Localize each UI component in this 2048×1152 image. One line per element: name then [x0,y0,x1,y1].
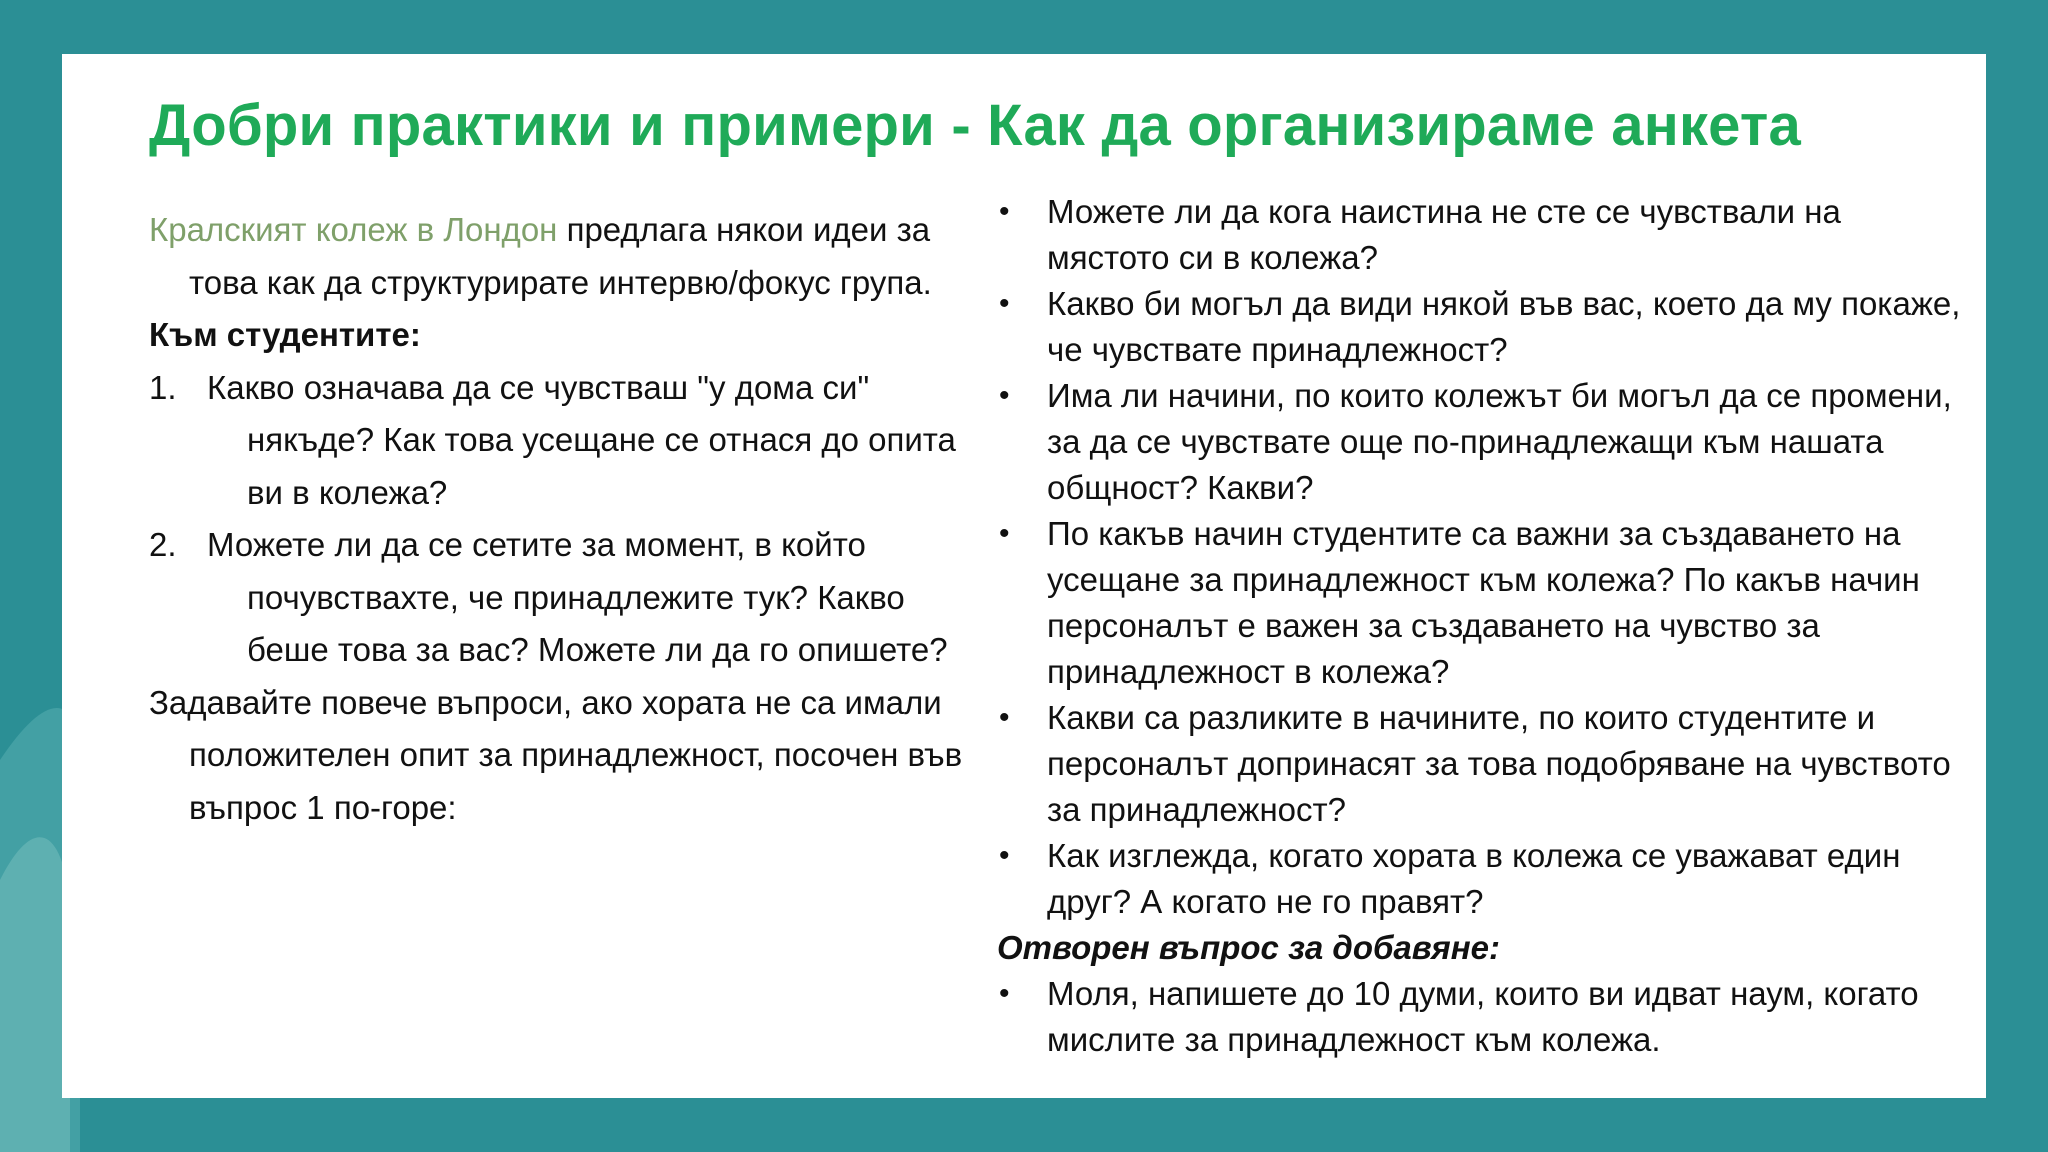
question-text: Можете ли да се сетите за момент, в който почувствахте, че принадлежите тук? Какво беше това за вас? Можете ли да го опишете? [207,526,948,668]
bullet-text: Как изглежда, когато хората в колежа се уважават един друг? А когато не го правят? [1047,837,1901,920]
open-question-heading: Отворен въпрос за добавяне: [997,929,1500,966]
slide-content [62,54,1986,1098]
students-heading: Към студентите: [149,316,421,353]
bullet-icon: • [999,517,1010,550]
numbered-question [149,519,979,677]
intro-paragraph [149,204,979,309]
bullet-item [997,373,1967,511]
kings-college-link[interactable]: Кралският колеж в Лондон [149,211,558,248]
bullet-icon: • [999,195,1010,228]
bullet-item [997,281,1967,373]
bullet-text: Има ли начини, по които колежът би могъл да се промени, за да се чувствате още по-принадлежащи към нашата общност? Какви? [1047,377,1952,506]
bullet-text: Какви са разликите в начините, по които студентите и персоналът допринасят за това подобряване на чувството за принадлежност? [1047,699,1951,828]
follow-up-text: Задавайте повече въпроси, ако хората не са имали положителен опит за принадлежност, посочен във въпрос 1 по-горе: [149,683,963,826]
right-column [997,189,1967,1063]
bullet-item [997,189,1967,281]
numbered-question [149,362,979,520]
bullet-item [997,833,1967,925]
bullet-icon: • [999,287,1010,320]
left-column [149,204,979,834]
question-number: 2. [149,526,177,563]
intro-text: предлага някои идеи за това как да структурирате интервю/фокус група. [189,211,932,301]
slide-title: Добри практики и примери - Как да организираме анкета [149,93,1801,158]
bullet-item [997,511,1967,695]
bullet-icon: • [999,379,1010,412]
bullet-icon: • [999,839,1010,872]
question-text: Какво означава да се чувстваш "у дома си" някъде? Как това усещане се отнася до опита ви в колежа? [207,368,956,511]
bullet-icon: • [999,701,1010,734]
bullet-item [997,695,1967,833]
bullet-icon: • [999,977,1010,1010]
bullet-text: По какъв начин студентите са важни за създаването на усещане за принадлежност към колежа? По какъв начин персоналът е важен за създаването на чувство за принадлежност в колежа? [1047,515,1920,690]
bullet-text: Моля, напишете до 10 думи, които ви идват наум, когато мислите за принадлежност към колежа. [1047,975,1919,1058]
bullet-text: Можете ли да кога наистина не сте се чувствали на мястото си в колежа? [1047,193,1841,276]
bullet-item [997,971,1967,1063]
question-number: 1. [149,368,177,406]
bullet-text: Какво би могъл да види някой във вас, което да му покаже, че чувствате принадлежност? [1047,285,1961,368]
